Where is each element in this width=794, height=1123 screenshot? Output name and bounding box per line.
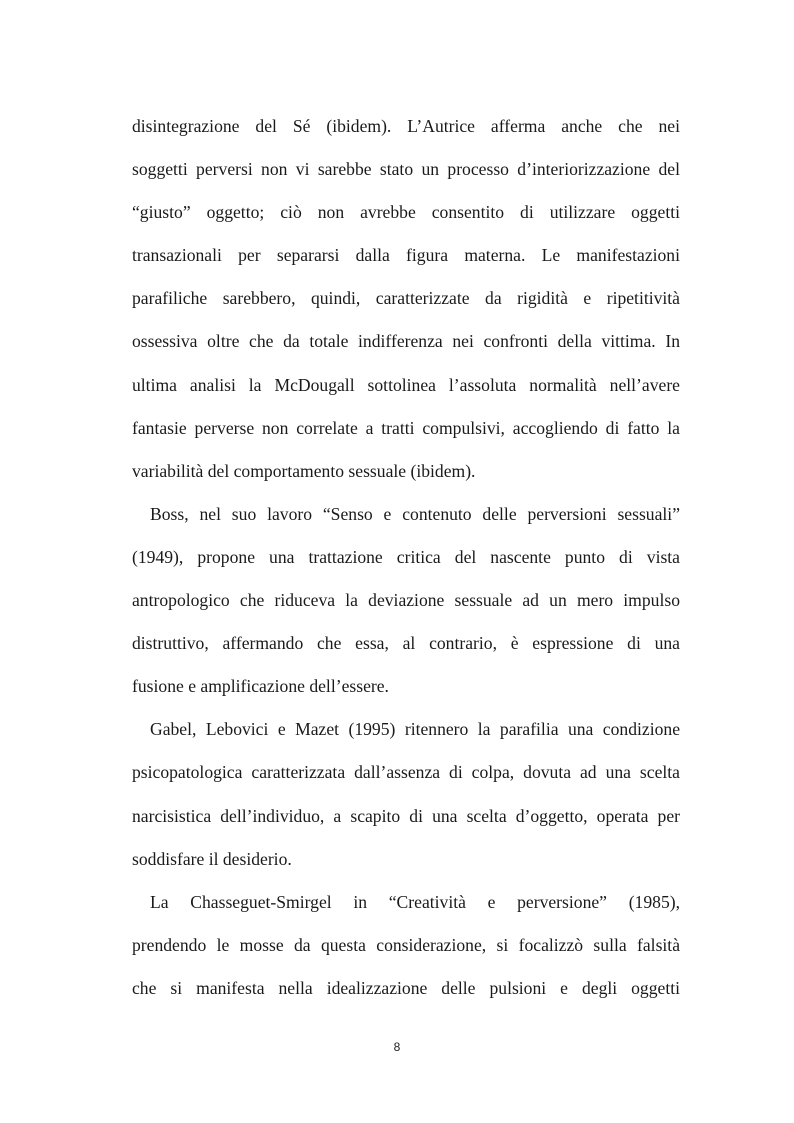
text-line: ultima analisi la McDougall sottolinea l’assoluta normalità nell’avere — [132, 374, 680, 395]
text-line: variabilità del comportamento sessuale (ibidem). — [132, 460, 476, 481]
text-line: (1949), propone una trattazione critica del nascente punto di vista — [132, 546, 680, 567]
text-line: disintegrazione del Sé (ibidem). L’Autrice afferma anche che nei — [132, 116, 680, 136]
text-line: transazionali per separarsi dalla figura materna. Le manifestazioni — [132, 245, 680, 266]
text-line: ossessiva oltre che da totale indifferenza nei confronti della vittima. In — [132, 331, 680, 352]
page-number: 8 — [393, 1040, 401, 1054]
text-line: soggetti perversi non vi sarebbe stato un processo d’interiorizzazione del — [132, 159, 680, 180]
text-line: Gabel, Lebovici e Mazet (1995) ritennero la parafilia una condizione — [150, 719, 680, 740]
text-line: parafiliche sarebbero, quindi, caratterizzate da rigidità e ripetitività — [132, 288, 680, 309]
body-text — [132, 108, 680, 1013]
text-line: antropologico che riduceva la deviazione sessuale ad un mero impulso — [132, 590, 680, 611]
text-line: fantasie perverse non correlate a tratti compulsivi, accogliendo di fatto la — [132, 417, 680, 438]
text-line: distruttivo, affermando che essa, al contrario, è espressione di una — [132, 633, 680, 654]
text-line: soddisfare il desiderio. — [132, 848, 292, 869]
text-line: che si manifesta nella idealizzazione delle pulsioni e degli oggetti — [132, 977, 680, 998]
text-line: “giusto” oggetto; ciò non avrebbe consentito di utilizzare oggetti — [132, 202, 680, 223]
text-line: psicopatologica caratterizzata dall’assenza di colpa, dovuta ad una scelta — [132, 762, 680, 783]
text-line: prendendo le mosse da questa considerazione, si focalizzò sulla falsità — [132, 934, 680, 955]
text-line: fusione e amplificazione dell’essere. — [132, 676, 389, 697]
text-line: Boss, nel suo lavoro “Senso e contenuto delle perversioni sessuali” — [150, 503, 680, 524]
text-line: La Chasseguet-Smirgel in “Creatività e perversione” (1985), — [150, 891, 680, 912]
text-line: narcisistica dell’individuo, a scapito di una scelta d’oggetto, operata per — [132, 805, 680, 826]
